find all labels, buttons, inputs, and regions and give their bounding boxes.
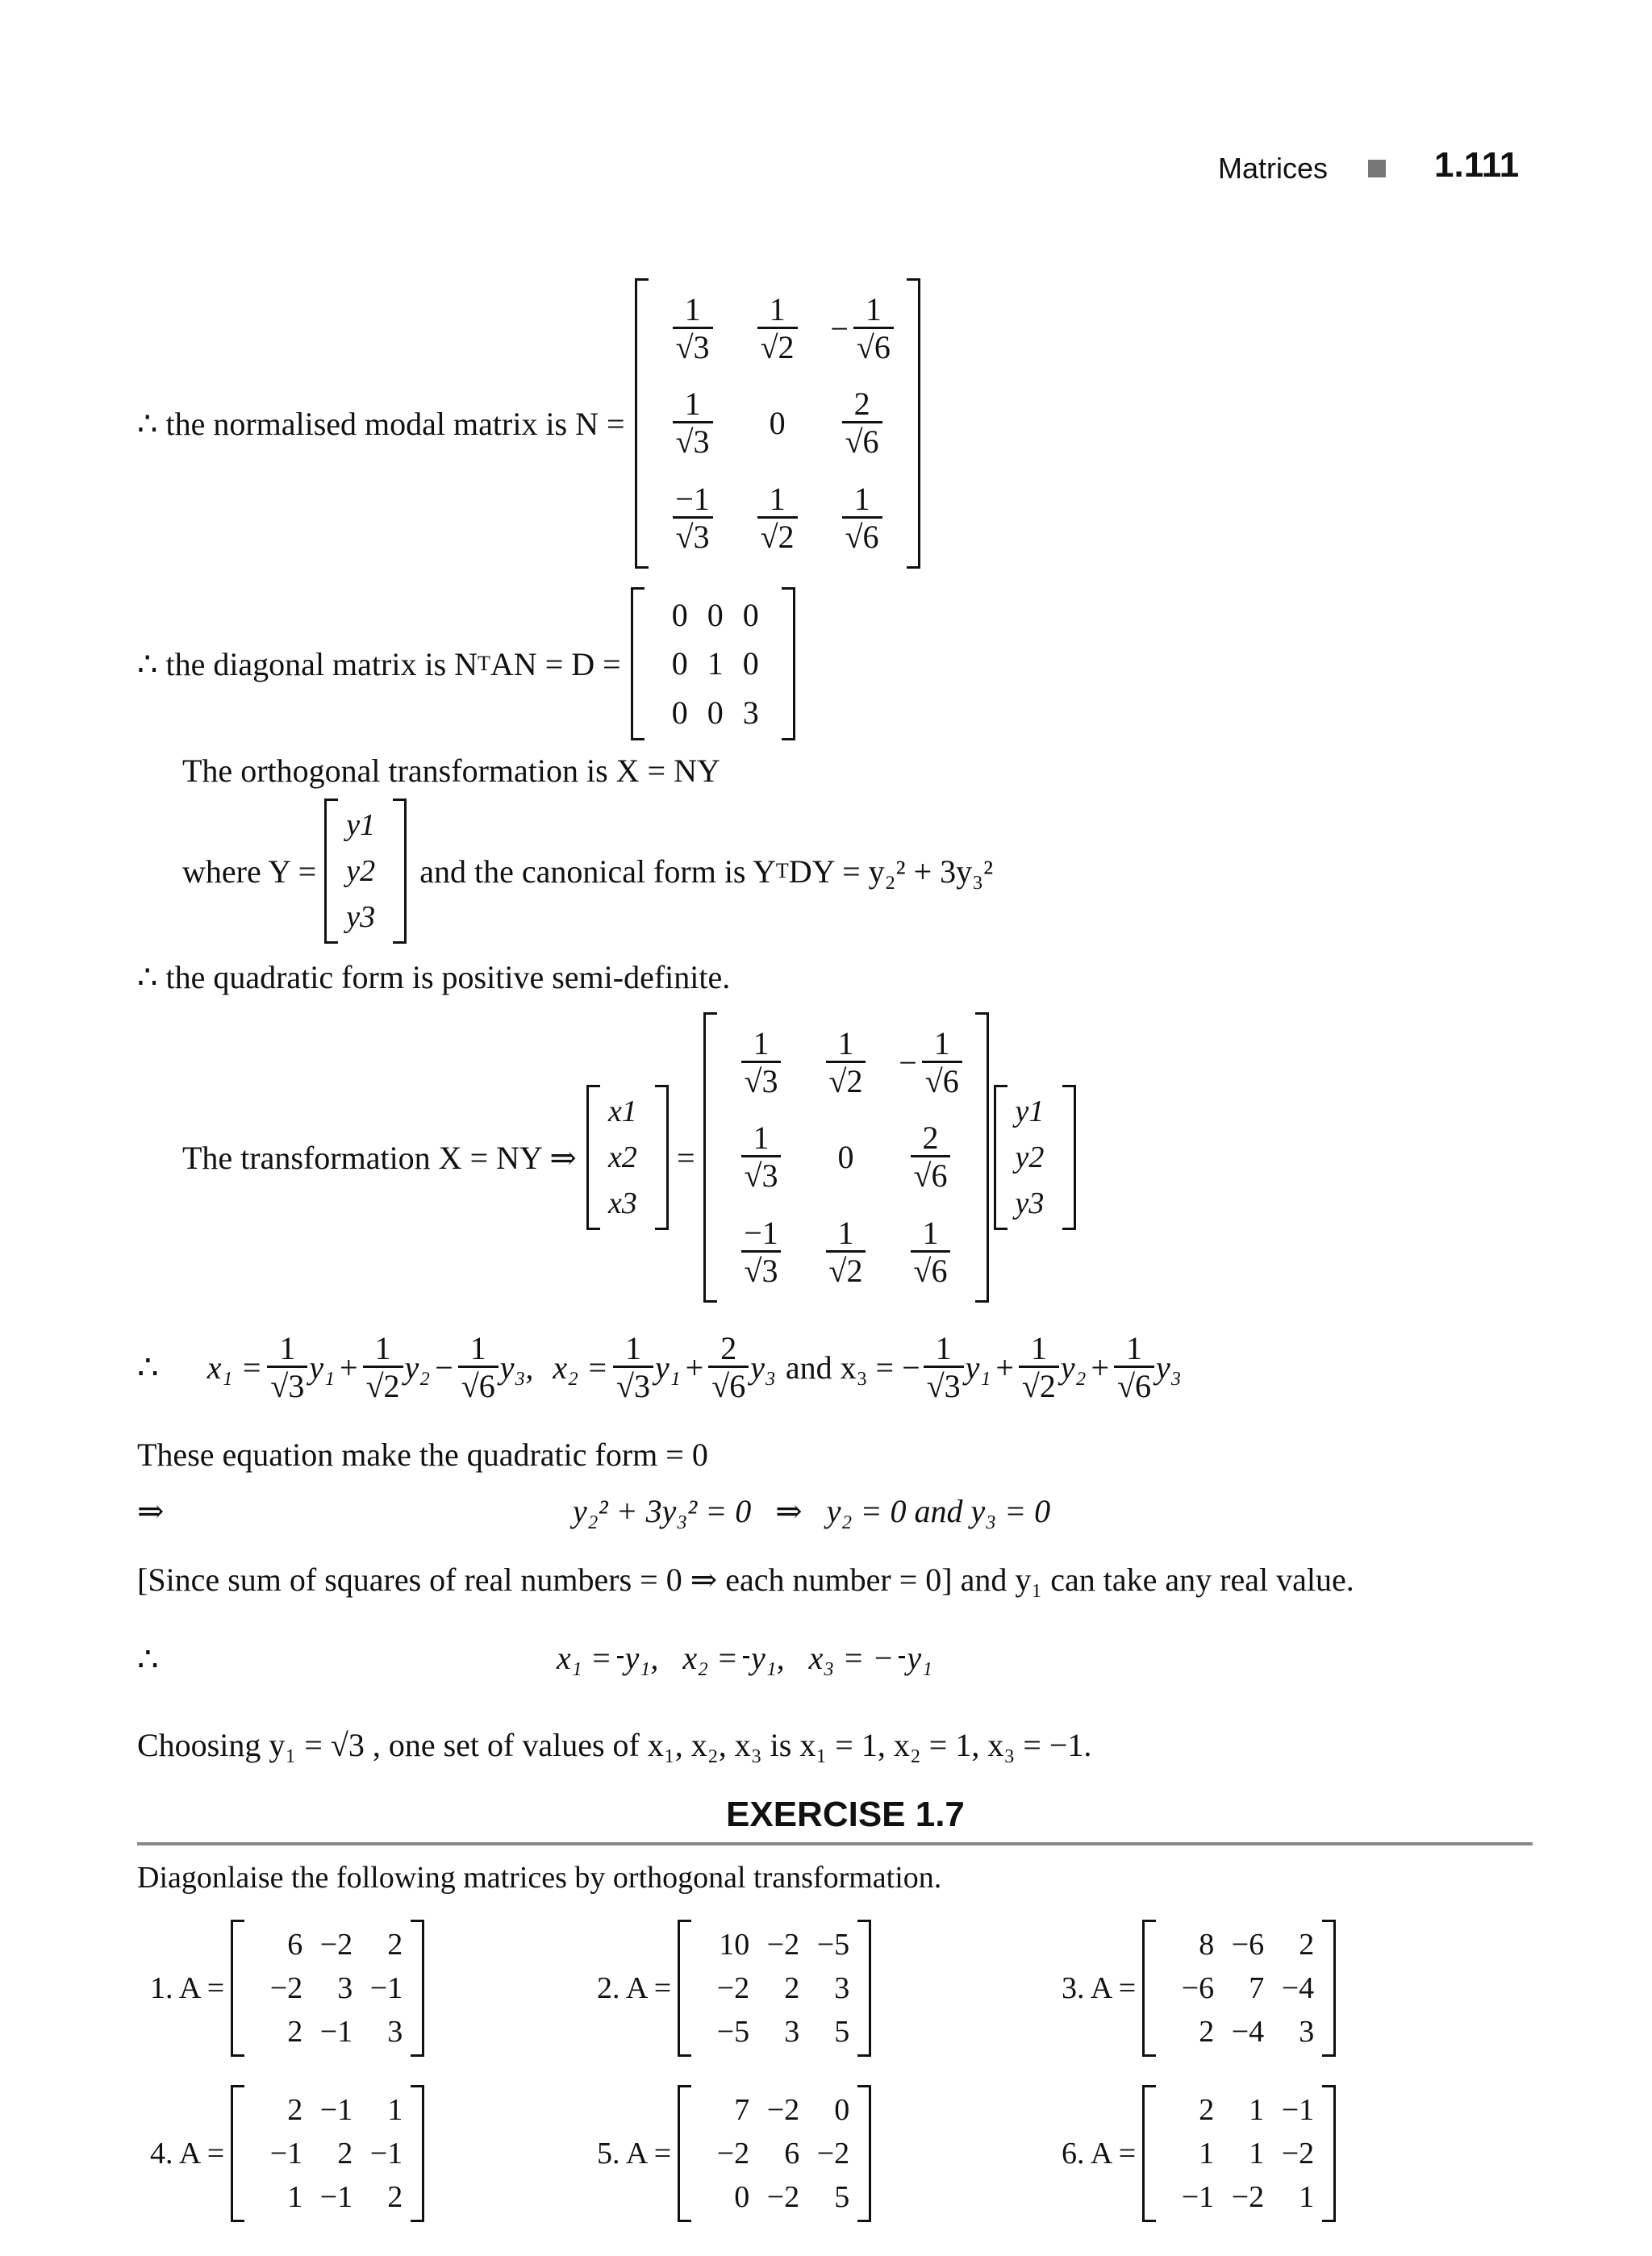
fraction-denominator	[617, 1656, 624, 1660]
right-bracket	[1322, 2085, 1336, 2222]
problem-label: 3. A =	[1062, 1971, 1137, 2005]
matrix-cell: 7	[1249, 1971, 1265, 2005]
matrix-cell: 5	[834, 2015, 850, 2049]
canonical-form: DY = y₂² + 3y₃²	[788, 853, 994, 890]
fraction	[363, 1329, 403, 1404]
semi-definite-line: ∴ the quadratic form is positive semi-definite.	[137, 959, 731, 995]
fraction-denominator: √6	[458, 1366, 499, 1403]
matrix-row	[699, 1970, 849, 2006]
fraction	[826, 1216, 866, 1288]
matrix-cell	[725, 1216, 798, 1288]
matrix-body	[244, 2085, 411, 2222]
vector-entry: x3	[607, 1186, 637, 1221]
matrix-cell: 1	[1249, 2093, 1265, 2127]
exercise-problem	[1062, 1920, 1336, 2057]
normalised-modal-block	[137, 278, 920, 569]
matrix-cell	[741, 404, 814, 442]
fraction	[458, 1329, 499, 1404]
matrix-row	[1164, 2014, 1314, 2050]
matrix-row	[653, 596, 774, 634]
fraction-numerator: −1	[675, 480, 710, 517]
matrix-cell	[895, 1027, 967, 1099]
diagonal-label-post: AN = D =	[490, 645, 621, 682]
matrix-cell	[826, 293, 899, 365]
matrix-cell: 10	[719, 1928, 750, 1962]
matrix-cell: −4	[1231, 2015, 1265, 2049]
choosing-line: Choosing y₁ = √3 , one set of values of x₁, x₂, x₃ is x₁ = 1, x₂ = 1, x₃ = −1.	[137, 1727, 1092, 1763]
vector-entry: y1	[1015, 1094, 1045, 1128]
matrix-body	[244, 1920, 411, 2057]
matrix-cell	[657, 482, 729, 554]
left-bracket	[231, 1920, 244, 2057]
problem-matrix	[231, 1920, 424, 2057]
problem-label: 2. A =	[597, 1971, 672, 2005]
transformation-label: The transformation X = NY ⇒	[182, 1139, 577, 1176]
matrix-cell: 0	[734, 2180, 750, 2214]
matrix-cell	[657, 293, 729, 365]
term-variable: y₁	[309, 1349, 336, 1386]
matrix-row	[725, 1027, 967, 1099]
problem-label: 4. A =	[150, 2137, 225, 2171]
running-header	[1218, 152, 1328, 186]
matrix-cell: 2	[784, 1971, 800, 2005]
matrix-cell: −2	[766, 2093, 800, 2127]
right-bracket	[411, 2085, 424, 2222]
matrix-cell: 2	[287, 2093, 303, 2127]
x2-lhs: x₂ =	[553, 1349, 609, 1386]
matrix-cell: 2	[1199, 2093, 1215, 2127]
fraction-numerator: 1	[469, 1329, 486, 1366]
matrix-row	[252, 2136, 403, 2171]
matrix-cell	[810, 1216, 882, 1288]
fraction-denominator: √2	[757, 516, 798, 554]
term-operator: +	[340, 1349, 358, 1386]
fraction-numerator: 2	[720, 1329, 737, 1366]
fraction	[924, 1329, 964, 1404]
matrix-cell: −2	[1281, 2137, 1315, 2171]
matrix-cell: −5	[716, 2015, 750, 2049]
fraction-denominator: √6	[922, 1061, 962, 1099]
fraction-numerator: 1	[684, 386, 701, 423]
left-bracket	[1142, 1920, 1156, 2057]
matrix-row	[725, 1121, 967, 1193]
fraction	[741, 1027, 782, 1099]
matrix-cell	[657, 387, 729, 459]
term-variable: y₃	[1156, 1349, 1182, 1386]
matrix-body	[1156, 2085, 1322, 2222]
matrix-row	[1164, 2092, 1314, 2128]
fraction	[672, 482, 713, 554]
fraction-numerator: 1	[922, 1214, 939, 1251]
matrix-row	[1164, 2179, 1314, 2215]
matrix-cell: 8	[1199, 1928, 1215, 1962]
fraction-numerator: 2	[922, 1120, 939, 1157]
matrix-cell: −5	[816, 1928, 850, 1962]
matrix-cell: −2	[766, 1928, 800, 1962]
matrix-cell: −2	[319, 1928, 353, 1962]
exercise-problem	[597, 1920, 871, 2057]
problem-matrix	[1142, 1920, 1336, 2057]
diagonal-matrix	[631, 587, 795, 740]
term-operator: +	[995, 1349, 1014, 1386]
matrix-cell	[741, 293, 814, 365]
matrix-row	[725, 1216, 967, 1288]
matrix-cell: 6	[287, 1928, 303, 1962]
square-bullet-icon	[1368, 160, 1386, 177]
term-variable: y₃,	[499, 1349, 534, 1386]
fraction-denominator: √3	[741, 1155, 782, 1193]
fraction	[613, 1329, 653, 1404]
minus-sign: −	[830, 311, 849, 348]
matrix-cell: 2	[387, 2180, 403, 2214]
matrix-cell: 1	[1199, 2137, 1215, 2171]
canonical-label: and the canonical form is Y	[419, 853, 776, 890]
fraction-denominator	[743, 1656, 749, 1660]
orthogonal-transformation-line: The orthogonal transformation is X = NY	[182, 753, 720, 789]
vector-entry: x1	[607, 1094, 637, 1128]
term-operator: −	[435, 1349, 453, 1386]
right-bracket	[857, 2085, 871, 2222]
fraction-numerator: 1	[684, 291, 701, 328]
fraction	[740, 1216, 782, 1288]
matrix-cell: 2	[287, 2015, 303, 2049]
right-bracket	[411, 1920, 424, 2057]
x-equations	[137, 1323, 1187, 1412]
matrix-cell: −1	[1281, 2093, 1315, 2127]
fraction-numerator: 1	[837, 1025, 854, 1062]
matrix-row	[653, 694, 774, 732]
transformation-n-matrix	[703, 1012, 989, 1303]
problem-matrix	[678, 2085, 871, 2222]
fraction-numerator: 2	[853, 386, 870, 423]
matrix-value: 0	[837, 1139, 854, 1176]
section-title: Matrices	[1218, 152, 1329, 185]
fraction-numerator: 1	[935, 1329, 952, 1366]
matrix-row	[1164, 1970, 1314, 2006]
matrix-cell	[826, 482, 899, 554]
matrix-cell	[810, 1138, 882, 1176]
y-vector	[324, 799, 407, 944]
term-variable: y₁	[965, 1349, 991, 1386]
matrix-row	[699, 2136, 849, 2171]
matrix-cell: −2	[816, 2137, 850, 2171]
matrix-cell: 0	[707, 694, 724, 732]
term-variable: y₂	[404, 1349, 431, 1386]
matrix-cell: 3	[387, 2015, 403, 2049]
fraction	[899, 1656, 905, 1660]
matrix-row	[252, 1970, 403, 2006]
matrix-cell: −1	[1181, 2180, 1215, 2214]
matrix-cell: −4	[1281, 1971, 1315, 2005]
final-y1: y₁,	[750, 1639, 785, 1676]
matrix-cell: −2	[766, 2180, 800, 2214]
fraction	[741, 1121, 782, 1193]
fraction-denominator: √6	[853, 327, 894, 365]
right-bracket	[1322, 1920, 1336, 2057]
matrix-cell: 3	[834, 1971, 850, 2005]
matrix-cell: −1	[319, 2180, 353, 2214]
fraction	[911, 1216, 951, 1288]
matrix-cell	[826, 387, 899, 459]
x-vector	[586, 1085, 669, 1230]
matrix-cell: 3	[1299, 2015, 1315, 2049]
equals-sign: =	[676, 1139, 695, 1176]
matrix-row	[252, 2014, 403, 2050]
implies-equation: y₂² + 3y₃² = 0 ⇒ y₂ = 0 and y₃ = 0	[573, 1493, 1051, 1529]
since-line: [Since sum of squares of real numbers = 0 ⇒ each number = 0] and y₁ can take any real value.	[137, 1562, 1354, 1598]
fraction-denominator: √6	[842, 516, 882, 554]
fraction	[842, 482, 882, 554]
fraction-numerator: 1	[753, 1025, 770, 1062]
diagonal-block	[137, 587, 795, 740]
matrix-cell: 0	[671, 694, 688, 732]
minus-sign: −	[899, 1045, 917, 1082]
fraction-numerator: 1	[753, 1120, 770, 1157]
fraction	[743, 1656, 749, 1660]
fraction-denominator: √6	[842, 421, 882, 459]
diagonal-label-pre: ∴ the diagonal matrix is N	[137, 645, 478, 682]
matrix-cell: −1	[369, 2137, 403, 2171]
fraction-denominator: √3	[673, 516, 713, 554]
fraction-denominator: √3	[673, 421, 713, 459]
x3-lhs: and x₃ = −	[785, 1349, 920, 1386]
fraction-denominator: √2	[757, 327, 798, 365]
fraction-numerator: 1	[865, 291, 882, 328]
matrix-body	[691, 2085, 857, 2222]
matrix-cell: 2	[387, 1928, 403, 1962]
matrix-cell: 1	[287, 2180, 303, 2214]
fraction	[757, 482, 798, 554]
exercise-problem	[150, 2085, 424, 2222]
matrix-cell: 5	[834, 2180, 850, 2214]
matrix-row	[699, 2092, 849, 2128]
where-label: where Y =	[182, 853, 317, 890]
term-operator: +	[1091, 1349, 1110, 1386]
fraction-denominator: √6	[708, 1366, 749, 1403]
fraction	[708, 1329, 749, 1404]
left-bracket	[678, 1920, 691, 2057]
matrix-cell: −6	[1231, 1928, 1265, 1962]
matrix-cell: 2	[337, 2137, 353, 2171]
fraction-denominator: √2	[1019, 1366, 1059, 1403]
fraction-denominator: √3	[673, 327, 713, 365]
exercise-problem	[150, 1920, 424, 2057]
fraction	[757, 293, 798, 365]
fraction	[842, 387, 882, 459]
fraction	[922, 1027, 962, 1099]
fraction	[267, 1329, 307, 1404]
fraction	[911, 1121, 951, 1193]
left-bracket	[231, 2085, 244, 2222]
fraction-denominator: √2	[826, 1061, 866, 1099]
fraction-denominator: √2	[826, 1250, 866, 1288]
exercise-title: EXERCISE 1.7	[726, 1795, 965, 1834]
final-x1-lhs: x₁ =	[557, 1639, 612, 1676]
matrix-row	[252, 2092, 403, 2128]
fraction-denominator: √3	[924, 1366, 964, 1403]
matrix-cell	[810, 1027, 882, 1099]
fraction-numerator: 1	[853, 480, 870, 517]
fraction-denominator: √2	[363, 1366, 403, 1403]
matrix-cell	[741, 482, 814, 554]
matrix-cell: −2	[1231, 2180, 1265, 2214]
matrix-cell	[895, 1216, 967, 1288]
matrix-cell: 0	[671, 645, 688, 682]
matrix-cell: −1	[269, 2137, 303, 2171]
matrix-row	[699, 2014, 849, 2050]
fraction-numerator: 1	[279, 1329, 296, 1366]
matrix-cell: 1	[1249, 2137, 1265, 2171]
fraction-denominator: √3	[741, 1061, 782, 1099]
exercise-problem	[597, 2085, 871, 2222]
term-variable: y₁	[655, 1349, 681, 1386]
left-bracket	[678, 2085, 691, 2222]
matrix-cell: 1	[1299, 2180, 1315, 2214]
fraction	[826, 1027, 866, 1099]
matrix-cell	[725, 1027, 798, 1099]
problem-label: 6. A =	[1062, 2137, 1137, 2171]
matrix-cell: 1	[387, 2093, 403, 2127]
matrix-cell: −1	[319, 2093, 353, 2127]
vector-entry: y1	[346, 807, 376, 842]
final-x2-lhs: x₂ =	[682, 1639, 738, 1676]
transformation-block	[182, 1012, 1076, 1303]
matrix-cell: 1	[707, 645, 724, 682]
term-variable: y₃	[750, 1349, 776, 1386]
matrix-cell: 3	[742, 694, 759, 732]
problem-matrix	[678, 1920, 871, 2057]
vector-entry: x2	[607, 1140, 637, 1174]
exercise-divider	[137, 1842, 1533, 1845]
normalised-modal-matrix	[635, 278, 920, 569]
matrix-cell: −2	[269, 1971, 303, 2005]
fraction	[853, 293, 894, 365]
vector-entry: y3	[346, 900, 376, 935]
normalised-modal-label: ∴ the normalised modal matrix is N =	[137, 405, 625, 442]
fraction-numerator: 1	[1030, 1329, 1047, 1366]
matrix-cell: 0	[742, 596, 759, 633]
problem-label: 1. A =	[150, 1971, 225, 2005]
right-bracket	[857, 1920, 871, 2057]
vector-entry: y3	[1015, 1186, 1045, 1221]
fraction	[673, 387, 713, 459]
fraction-denominator: √3	[267, 1366, 307, 1403]
fraction	[1114, 1329, 1154, 1404]
matrix-cell: 3	[784, 2015, 800, 2049]
matrix-cell: 0	[834, 2093, 850, 2127]
matrix-row	[657, 387, 899, 459]
fraction	[1019, 1329, 1059, 1404]
fraction-denominator: √6	[911, 1155, 951, 1193]
fraction-denominator: √6	[911, 1250, 951, 1288]
matrix-row	[699, 1927, 849, 1962]
exercise-problem	[1062, 2085, 1336, 2222]
fraction-denominator: √6	[1114, 1366, 1154, 1403]
fraction-numerator: 1	[1126, 1329, 1143, 1366]
page-number: 1.111	[1434, 145, 1520, 185]
matrix-cell: 3	[337, 1971, 353, 2005]
matrix-cell: 2	[1299, 1928, 1315, 1962]
problem-label: 5. A =	[597, 2137, 672, 2171]
fraction-numerator: −1	[744, 1214, 778, 1251]
left-bracket	[1142, 2085, 1156, 2222]
matrix-cell	[895, 1121, 967, 1193]
x1-lhs: x₁ =	[206, 1349, 263, 1386]
fraction-denominator: √3	[613, 1366, 653, 1403]
canonical-transpose-sup: T	[775, 859, 789, 882]
matrix-cell: 0	[671, 596, 688, 633]
matrix-cell: 2	[1199, 2015, 1215, 2049]
implies-symbol: ⇒	[137, 1493, 165, 1529]
matrix-cell: 7	[734, 2093, 750, 2127]
matrix-row	[657, 293, 899, 365]
fraction-numerator: 1	[769, 480, 786, 517]
matrix-cell: 0	[742, 645, 759, 682]
transpose-sup: T	[478, 652, 490, 675]
vector-entry: y2	[346, 853, 376, 888]
matrix-cell: −2	[716, 2137, 750, 2171]
fraction-numerator: 1	[837, 1214, 854, 1251]
matrix-row	[1164, 2136, 1314, 2171]
matrix-row	[252, 1927, 403, 1962]
matrix-row	[653, 644, 774, 682]
matrix-row	[252, 2179, 403, 2215]
matrix-cell: 0	[707, 596, 724, 633]
y-column-vector	[994, 1085, 1076, 1230]
term-variable: y₂	[1060, 1349, 1087, 1386]
fraction-numerator: 1	[374, 1329, 391, 1366]
therefore-symbol: ∴	[137, 1641, 159, 1678]
fraction-numerator: 1	[933, 1025, 950, 1062]
problem-matrix	[1142, 2085, 1336, 2222]
matrix-body	[1156, 1920, 1322, 2057]
matrix-row	[657, 482, 899, 554]
matrix-cell: −6	[1181, 1971, 1215, 2005]
fraction-numerator: 1	[625, 1329, 642, 1366]
exercise-instruction: Diagonlaise the following matrices by orthogonal transformation.	[137, 1861, 942, 1895]
matrix-cell	[725, 1121, 798, 1193]
matrix-cell: 6	[784, 2137, 800, 2171]
therefore-symbol: ∴	[137, 1349, 159, 1387]
final-y1: y₁,	[624, 1639, 659, 1676]
fraction	[673, 293, 713, 365]
these-equation-line: These equation make the quadratic form = 0	[137, 1437, 708, 1473]
final-y1: y₁	[907, 1639, 932, 1676]
fraction-denominator	[899, 1656, 905, 1660]
matrix-cell: −2	[716, 1971, 750, 2005]
matrix-cell: −1	[369, 1971, 403, 2005]
fraction-numerator: 1	[769, 291, 786, 328]
problem-matrix	[231, 2085, 424, 2222]
vector-entry: y2	[1015, 1140, 1045, 1174]
fraction-denominator: √3	[741, 1250, 782, 1288]
fraction	[617, 1656, 624, 1660]
where-block	[182, 799, 993, 944]
matrix-value: 0	[769, 405, 786, 442]
matrix-row	[1164, 1927, 1314, 1962]
final-x3-lhs: x₃ = −	[808, 1639, 895, 1676]
term-operator: +	[685, 1349, 704, 1386]
matrix-body	[691, 1920, 857, 2057]
matrix-cell: −1	[319, 2015, 353, 2049]
matrix-row	[699, 2179, 849, 2215]
final-x-values	[557, 1613, 957, 1702]
